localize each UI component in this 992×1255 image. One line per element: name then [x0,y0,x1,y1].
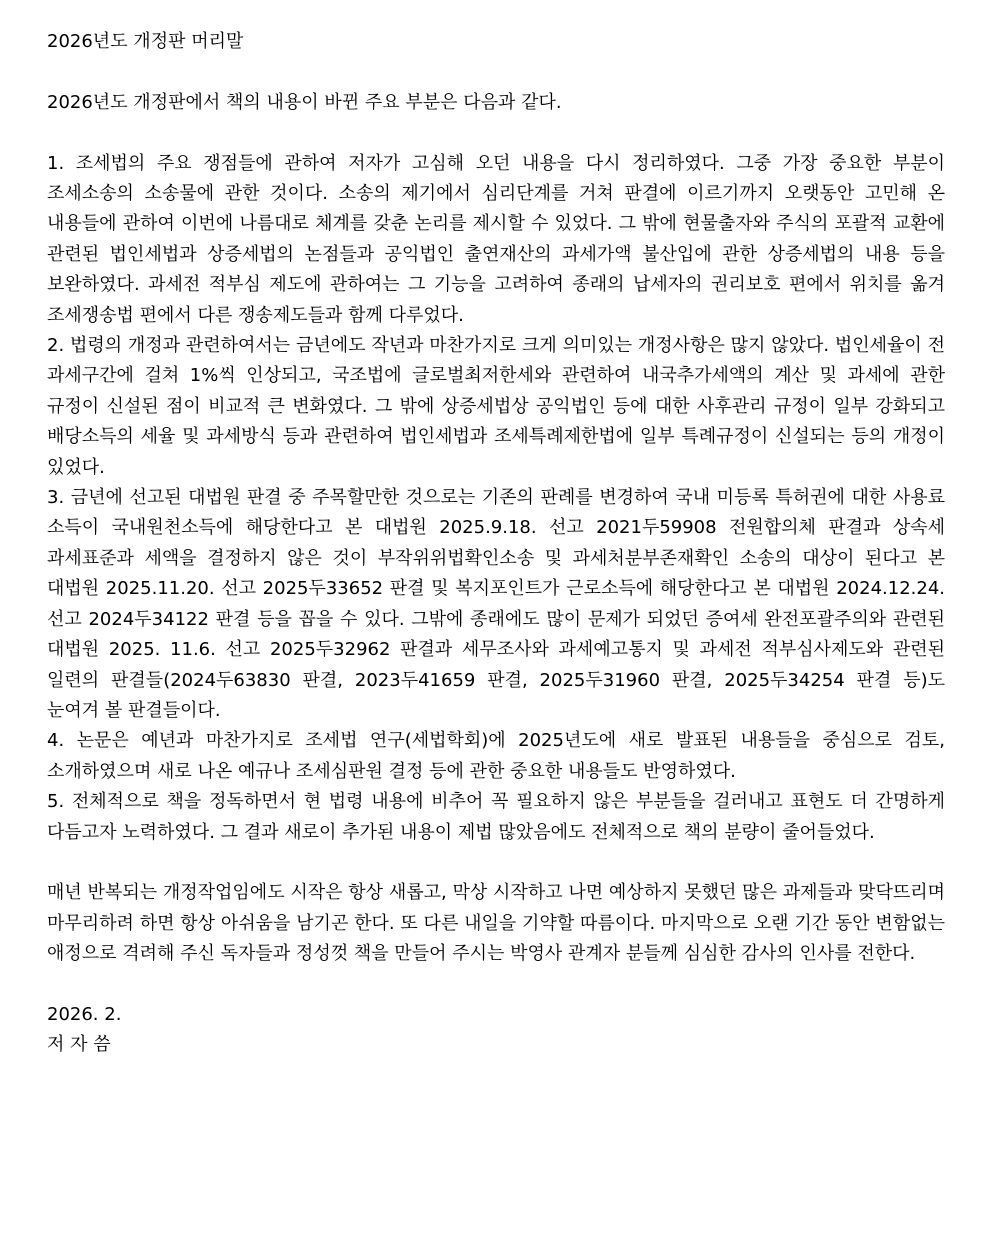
preface-date: 2026. 2. [47,1003,122,1025]
revision-item-1: 1. 조세법의 주요 쟁점들에 관하여 저자가 고심해 오던 내용을 다시 정리하였다. 그중 가장 중요한 부분이 조세소송의 소송물에 관한 것이다. 소송의 제기에서 심리단계를 거쳐 판결에 이르기까지 오랫동안 고민해 온 내용들에 관하여 이번에 나름대로 체계를 갖춘 논리를 제시할 수 있었다. 그 밖에 현물출자와 주식의 포괄적 교환에 관련된 법인세법과 상증세법의 논점들과 공익법인 출연재산의 과세가액 불산입에 관한 상증세법의 내용 등을 보완하였다. 과세전 적부심 제도에 관하여는 그 기능을 고려하여 종래의 납세자의 권리보호 편에서 위치를 옮겨 조세쟁송법 편에서 다른 쟁송제도들과 함께 다루었다. [47,152,945,326]
signoff-block [47,1000,945,1061]
preface-author: 저 자 씀 [47,1034,111,1056]
revision-item-2: 2. 법령의 개정과 관련하여서는 금년에도 작년과 마찬가지로 크게 의미있는 개정사항은 많지 않았다. 법인세율이 전 과세구간에 걸쳐 1%씩 인상되고, 국조법에 글로벌최저한세와 관련하여 내국추가세액의 계산 및 과세에 관한 규정이 신설된 점이 비교적 큰 변화였다. 그 밖에 상증세법상 공익법인 등에 대한 사후관리 규정이 일부 강화되고 배당소득의 세율 및 과세방식 등과 관련하여 법인세법과 조세특례제한법에 일부 특례규정이 신설되는 등의 개정이 있었다. [47,335,945,478]
closing-paragraph: 매년 반복되는 개정작업임에도 시작은 항상 새롭고, 막상 시작하고 나면 예상하지 못했던 많은 과제들과 맞닥뜨리며 마무리하려 하면 항상 아쉬움을 남기곤 한다. 또 다른 내일을 기약할 따름이다. 마지막으로 오랜 기간 동안 변함없는 애정으로 격려해 주신 독자들과 정성껏 책을 만들어 주시는 박영사 관계자 분들께 심심한 감사의 인사를 전한다. [47,882,945,965]
revision-item-4: 4. 논문은 예년과 마찬가지로 조세법 연구(세법학회)에 2025년도에 새로 발표된 내용들을 중심으로 검토, 소개하였으며 새로 나온 예규나 조세심판원 결정 등에 관한 중요한 내용들도 반영하였다. [47,730,945,782]
preface-intro: 2026년도 개정판에서 책의 내용이 바뀐 주요 부분은 다음과 같다. [47,91,562,113]
preface-title: 2026년도 개정판 머리말 [47,31,244,52]
revision-item-5: 5. 전체적으로 책을 정독하면서 현 법령 내용에 비추어 꼭 필요하지 않은 부분들을 걸러내고 표현도 더 간명하게 다듬고자 노력하였다. 그 결과 새로이 추가된 내용이 제법 많았음에도 전체적으로 책의 분량이 줄어들었다. [47,791,945,843]
preface-page [47,27,945,1061]
revision-items-list [47,149,945,848]
revision-item-3: 3. 금년에 선고된 대법원 판결 중 주목할만한 것으로는 기존의 판례를 변경하여 국내 미등록 특허권에 대한 사용료 소득이 국내원천소득에 해당한다고 본 대법원 2025.9.18. 선고 2021두59908 전원합의체 판결과 상속세 과세표준과 세액을 결정하지 않은 것이 부작위위법확인소송 및 과세처분부존재확인 소송의 대상이 된다고 본 대법원 2025.11.20. 선고 2025두33652 판결 및 복지포인트가 근로소득에 해당한다고 본 대법원 2024.12.24. 선고 2024두34122 판결 등을 꼽을 수 있다. 그밖에 종래에도 많이 문제가 되었던 증여세 완전포괄주의와 관련된 대법원 2025. 11.6. 선고 2025두32962 판결과 세무조사와 과세예고통지 및 과세전 적부심사제도와 관련된 일련의 판결들(2024두63830 판결, 2023두41659 판결, 2025두31960 판결, 2025두34254 판결 등)도 눈여겨 볼 판결들이다. [47,487,945,721]
